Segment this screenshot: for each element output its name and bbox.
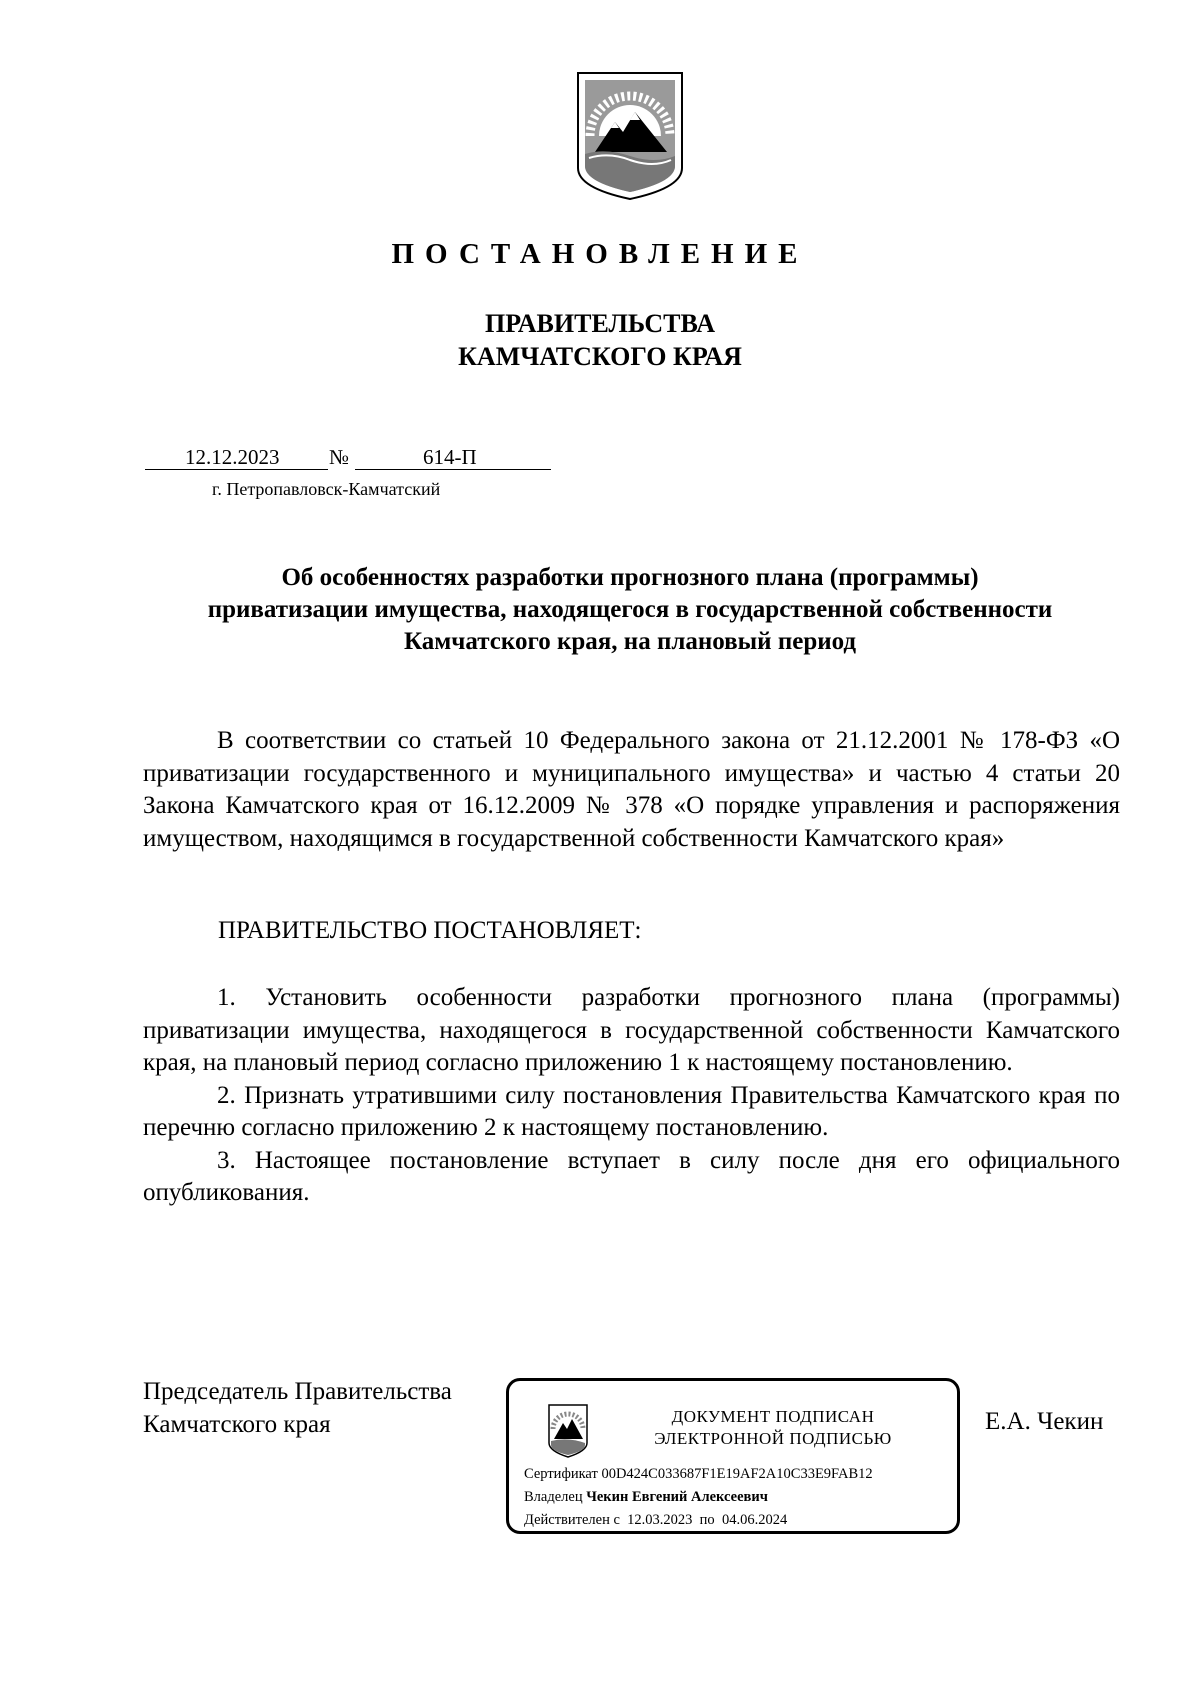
decree-item-3: 3. Настоящее постановление вступает в силу после дня его официального опубликования. bbox=[143, 1146, 1120, 1206]
subject-line-1: Об особенностях разработки прогнозного плана (программы) bbox=[281, 564, 979, 591]
issuing-authority bbox=[0, 307, 1200, 373]
preamble-paragraph: В соответствии со статьей 10 Федерального закона от 21.12.2001 № 178-ФЗ «О приватизации государственного и муниципального имущества» и частью 4 статьи 20 Закона Камчатского края от 16.12.2009 № 378 «О порядке управления и распоряжения имуществом, находящимся в государственной собственности Камчатского края» bbox=[143, 727, 1120, 852]
stamp-validity bbox=[524, 1512, 787, 1529]
decree-item-1: 1. Установить особенности разработки прогнозного плана (программы) приватизации имущества, находящегося в государственной собственности Камчатского края, на плановый период согласно приложению 1 к настоящему постановлению. bbox=[143, 984, 1120, 1076]
stamp-certificate bbox=[524, 1466, 873, 1483]
valid-label: Действителен с bbox=[524, 1512, 620, 1528]
authority-line-1: ПРАВИТЕЛЬСТВА bbox=[485, 309, 715, 338]
signatory-position bbox=[143, 1375, 452, 1441]
electronic-signature-stamp bbox=[506, 1378, 960, 1534]
document-city: г. Петропавловск-Камчатский bbox=[212, 479, 441, 499]
subject-line-3: Камчатского края, на плановый период bbox=[403, 628, 857, 655]
document-title: ПОСТАНОВЛЕНИЕ bbox=[391, 238, 809, 270]
preamble-block bbox=[143, 725, 1120, 855]
owner-label: Владелец bbox=[524, 1489, 583, 1505]
document-number: 614-П bbox=[423, 445, 477, 469]
stamp-heading-2: ЭЛЕКТРОННОЙ ПОДПИСЬЮ bbox=[654, 1429, 892, 1448]
stamp-heading-1: ДОКУМЕНТ ПОДПИСАН bbox=[671, 1407, 875, 1426]
document-subject bbox=[140, 562, 1120, 658]
date-underline bbox=[145, 469, 328, 470]
date-number-line bbox=[145, 445, 555, 471]
decree-item-2: 2. Признать утратившими силу постановления Правительства Камчатского края по перечню согласно приложению 2 к настоящему постановлению. bbox=[143, 1081, 1120, 1141]
certificate-value: 00D424C033687F1E19AF2A10C33E9FAB12 bbox=[601, 1466, 873, 1482]
position-line-2: Камчатского края bbox=[143, 1411, 331, 1438]
stamp-emblem-icon bbox=[547, 1403, 589, 1459]
number-sign: № bbox=[329, 445, 350, 469]
certificate-label: Сертификат bbox=[524, 1466, 598, 1482]
decree-items bbox=[143, 982, 1120, 1210]
decree-heading: ПРАВИТЕЛЬСТВО ПОСТАНОВЛЯЕТ: bbox=[218, 917, 642, 944]
owner-value: Чекин Евгений Алексеевич bbox=[586, 1489, 768, 1505]
valid-to: 04.06.2024 bbox=[721, 1512, 788, 1528]
subject-line-2: приватизации имущества, находящегося в государственной собственности bbox=[207, 596, 1053, 623]
document-date: 12.12.2023 bbox=[185, 445, 280, 469]
valid-to-label: по bbox=[699, 1512, 715, 1528]
signatory-name: Е.А. Чекин bbox=[985, 1408, 1104, 1435]
position-line-1: Председатель Правительства bbox=[143, 1378, 452, 1405]
number-underline bbox=[355, 469, 551, 470]
valid-from: 12.03.2023 bbox=[627, 1512, 693, 1528]
stamp-owner bbox=[524, 1489, 768, 1506]
kamchatka-coat-of-arms-icon bbox=[575, 70, 685, 202]
authority-line-2: КАМЧАТСКОГО КРАЯ bbox=[458, 342, 742, 371]
